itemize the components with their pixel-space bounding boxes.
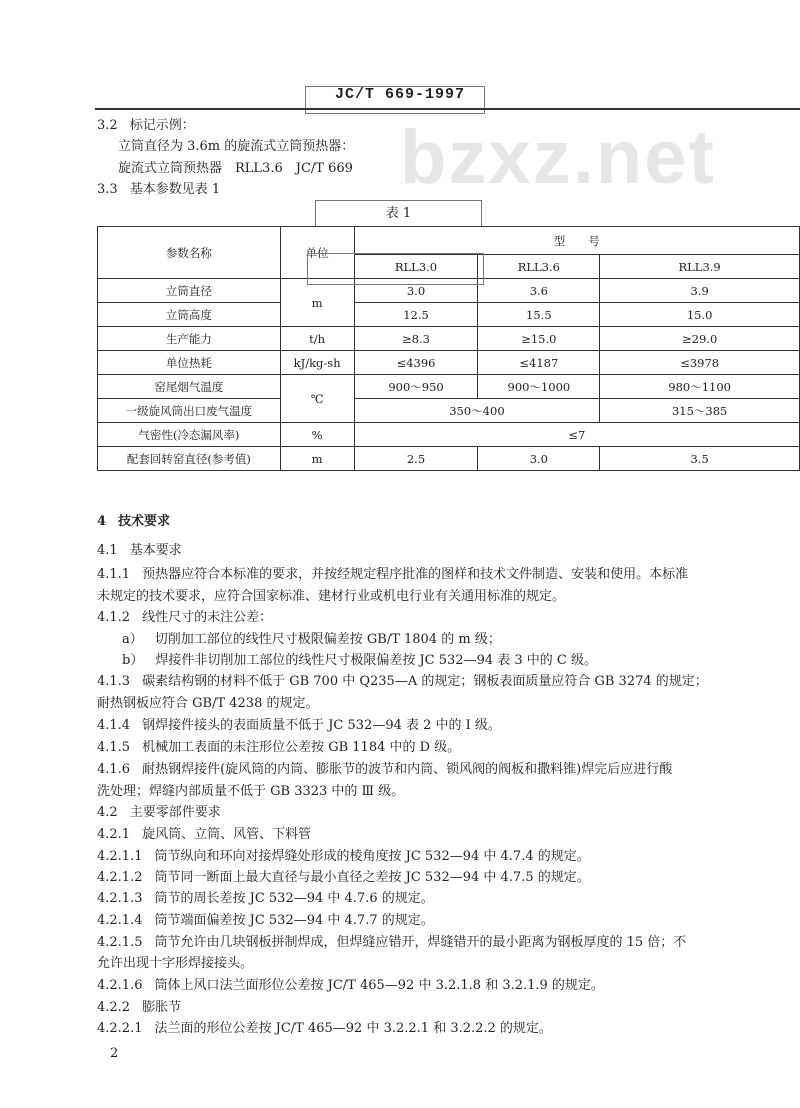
cell: ≤4187 <box>478 351 600 375</box>
clause-text: 机械加工表面的未注形位公差按 GB 1184 中的 D 级。 <box>142 740 461 755</box>
clause-number: 4.2.1.1 <box>97 849 143 864</box>
cell: 900～950 <box>354 375 478 399</box>
body-line <box>97 913 434 929</box>
model-header: RLL3.6 <box>478 255 600 279</box>
clause-number: 4.2.1.5 <box>97 935 143 950</box>
section-title: 标记示例： <box>129 118 195 133</box>
param-unit: % <box>280 423 354 447</box>
body-line <box>97 849 590 865</box>
clause-number: 4.2 <box>97 805 118 820</box>
clause-text: 筒节的周长差按 JC 532—94 中 4.7.6 的规定。 <box>154 891 434 906</box>
clause-text: 切削加工部位的线性尺寸极限偏差按 GB/T 1804 的 m 级； <box>154 632 501 647</box>
clause-text: 线性尺寸的未注公差： <box>142 610 273 625</box>
cell: ≥29.0 <box>600 327 800 351</box>
cell: ≤3978 <box>600 351 800 375</box>
example-line: 立筒直径为 3.6m 的旋流式立筒预热器： <box>118 139 355 154</box>
clause-text: 预热器应符合本标准的要求，并按经规定程序批准的图样和技术文件制造、安装和使用。本标准 <box>142 567 689 582</box>
scan-artifact-box <box>307 253 484 285</box>
clause-number: 4.2.1.2 <box>97 870 143 885</box>
clause-text: 洗处理；焊缝内部质量不低于 GB 3323 中的 Ⅲ 级。 <box>97 784 405 799</box>
example-line: 旋流式立筒预热器 RLL3.6 JC/T 669 <box>118 161 353 176</box>
cell: 15.0 <box>600 303 800 327</box>
model-header: RLL3.9 <box>600 255 800 279</box>
table-caption: 表 1 <box>315 200 482 227</box>
section-3-3 <box>97 182 220 198</box>
body-line <box>97 1021 552 1037</box>
section-3-2-heading <box>97 118 195 134</box>
body-line <box>97 740 460 756</box>
param-name: 单位热耗 <box>98 351 281 375</box>
clause-number: 4.2.1 <box>97 827 131 842</box>
cell: 12.5 <box>354 303 478 327</box>
cell: 2.5 <box>354 447 478 471</box>
watermark: bzxz.net <box>400 115 716 200</box>
table-row <box>98 327 800 351</box>
param-name: 气密性(冷态漏风率) <box>98 423 281 447</box>
cell: 3.9 <box>600 279 800 303</box>
standard-code-header: JC/T 669-1997 <box>334 86 466 103</box>
cell: 315～385 <box>600 399 800 423</box>
clause-text: 筒节同一断面上最大直径与最小直径之差按 JC 532—94 中 4.7.5 的规定。 <box>154 870 590 885</box>
param-unit: kJ/kg-sh <box>280 351 354 375</box>
cell: ≤7 <box>354 423 799 447</box>
cell: 900～1000 <box>478 375 600 399</box>
clause-text: 碳素结构钢的材料不低于 GB 700 中 Q235—A 的规定；钢板表面质量应符合 GB 3274 的规定； <box>142 674 708 689</box>
clause-text: 技术要求 <box>118 514 171 529</box>
model-header: RLL3.0 <box>354 255 478 279</box>
clause-text: 筒体上风口法兰面形位公差按 JC/T 465—92 中 3.2.1.8 和 3.2.1.9 的规定。 <box>154 978 604 993</box>
param-name: 窑尾烟气温度 <box>98 375 281 399</box>
body-line <box>97 674 708 690</box>
body-line <box>122 632 501 648</box>
clause-text: 钢焊接件接头的表面质量不低于 JC 532—94 表 2 中的 Ⅰ 级。 <box>142 718 501 733</box>
param-name: 立筒直径 <box>98 279 281 303</box>
clause-number: 4.1.3 <box>97 674 131 689</box>
param-name: 立筒高度 <box>98 303 281 327</box>
col-header-model: 型 号 <box>354 227 799 255</box>
clause-number: 4.1.6 <box>97 762 131 777</box>
clause-text: 膨胀节 <box>142 1000 182 1015</box>
body-line <box>97 805 221 821</box>
body-line <box>97 784 404 800</box>
body-line <box>97 696 318 712</box>
cell: ≥8.3 <box>354 327 478 351</box>
body-line <box>97 762 672 778</box>
clause-text: 筒节端面偏差按 JC 532—94 中 4.7.7 的规定。 <box>154 913 434 928</box>
clause-number: b） <box>122 653 144 668</box>
body-line <box>97 891 434 907</box>
header-rule <box>95 108 800 110</box>
page-number: 2 <box>110 1046 119 1061</box>
clause-text: 主要零部件要求 <box>129 805 221 820</box>
col-header-param: 参数名称 <box>98 227 281 279</box>
section-number: 3.2 <box>97 118 118 133</box>
body-line <box>97 1000 181 1016</box>
clause-text: 法兰面的形位公差按 JC/T 465—92 中 3.2.2.1 和 3.2.2.2 的规定。 <box>154 1021 552 1036</box>
clause-number: 4.2.2 <box>97 1000 131 1015</box>
body-line <box>97 514 170 530</box>
clause-text: 筒节允许由几块钢板拼制焊成，但焊缝应错开，焊缝错开的最小距离为钢板厚度的 15 倍；不 <box>154 935 687 950</box>
section-number: 3.3 <box>97 182 118 197</box>
table-row <box>98 351 800 375</box>
clause-text: 耐热钢焊接件(旋风筒的内筒、膨胀节的波节和内筒、锁风阀的阀板和撒料锥)焊完后应进行酸 <box>142 762 673 777</box>
cell: 15.5 <box>478 303 600 327</box>
clause-number: 4.2.1.4 <box>97 913 143 928</box>
clause-text: 耐热钢板应符合 GB/T 4238 的规定。 <box>97 696 319 711</box>
cell: 980～1100 <box>600 375 800 399</box>
cell: 3.0 <box>478 447 600 471</box>
body-line <box>97 935 686 951</box>
clause-number: 4.1.2 <box>97 610 131 625</box>
param-unit: m <box>280 447 354 471</box>
cell: 350～400 <box>354 399 600 423</box>
cell: 3.6 <box>478 279 600 303</box>
clause-number: 4.1 <box>97 543 118 558</box>
param-name: 一级旋风筒出口废气温度 <box>98 399 281 423</box>
body-line <box>97 718 501 734</box>
table-row <box>98 399 800 423</box>
clause-number: a） <box>122 632 143 647</box>
body-line <box>97 567 688 583</box>
clause-number: 4.2.1.6 <box>97 978 143 993</box>
cell: ≥15.0 <box>478 327 600 351</box>
table-row <box>98 375 800 399</box>
clause-text: 筒节纵向和环向对接焊缝处形成的棱角度按 JC 532—94 中 4.7.4 的规定。 <box>154 849 590 864</box>
body-line <box>97 589 565 605</box>
body-line <box>97 956 253 972</box>
body-line <box>97 610 272 626</box>
param-unit: ℃ <box>280 375 354 423</box>
clause-number: 4 <box>97 514 107 529</box>
body-line <box>122 653 597 669</box>
cell: 3.0 <box>354 279 478 303</box>
table-row <box>98 423 800 447</box>
param-unit: m <box>280 279 354 327</box>
body-line <box>97 543 182 559</box>
section-text: 基本参数见表 1 <box>129 182 221 197</box>
col-header-unit: 单位 <box>280 227 354 279</box>
param-name: 生产能力 <box>98 327 281 351</box>
clause-number: 4.1.5 <box>97 740 131 755</box>
clause-number: 4.1.4 <box>97 718 131 733</box>
param-unit: t/h <box>280 327 354 351</box>
body-line <box>97 978 604 994</box>
clause-number: 4.1.1 <box>97 567 131 582</box>
body-line <box>97 870 590 886</box>
cell: 3.5 <box>600 447 800 471</box>
clause-text: 基本要求 <box>129 543 182 558</box>
clause-number: 4.2.1.3 <box>97 891 143 906</box>
clause-text: 旋风筒、立筒、风管、下料管 <box>142 827 312 842</box>
table-row <box>98 447 800 471</box>
cell: ≤4396 <box>354 351 478 375</box>
param-name: 配套回转窑直径(参考值) <box>98 447 281 471</box>
clause-number: 4.2.2.1 <box>97 1021 143 1036</box>
clause-text: 未规定的技术要求，应符合国家标准、建材行业或机电行业有关通用标准的规定。 <box>97 589 566 604</box>
body-line <box>97 827 311 843</box>
table-row <box>98 303 800 327</box>
clause-text: 焊接件非切削加工部位的线性尺寸极限偏差按 JC 532—94 表 3 中的 C 级。 <box>155 653 597 668</box>
clause-text: 允许出现十字形焊接接头。 <box>97 956 254 971</box>
